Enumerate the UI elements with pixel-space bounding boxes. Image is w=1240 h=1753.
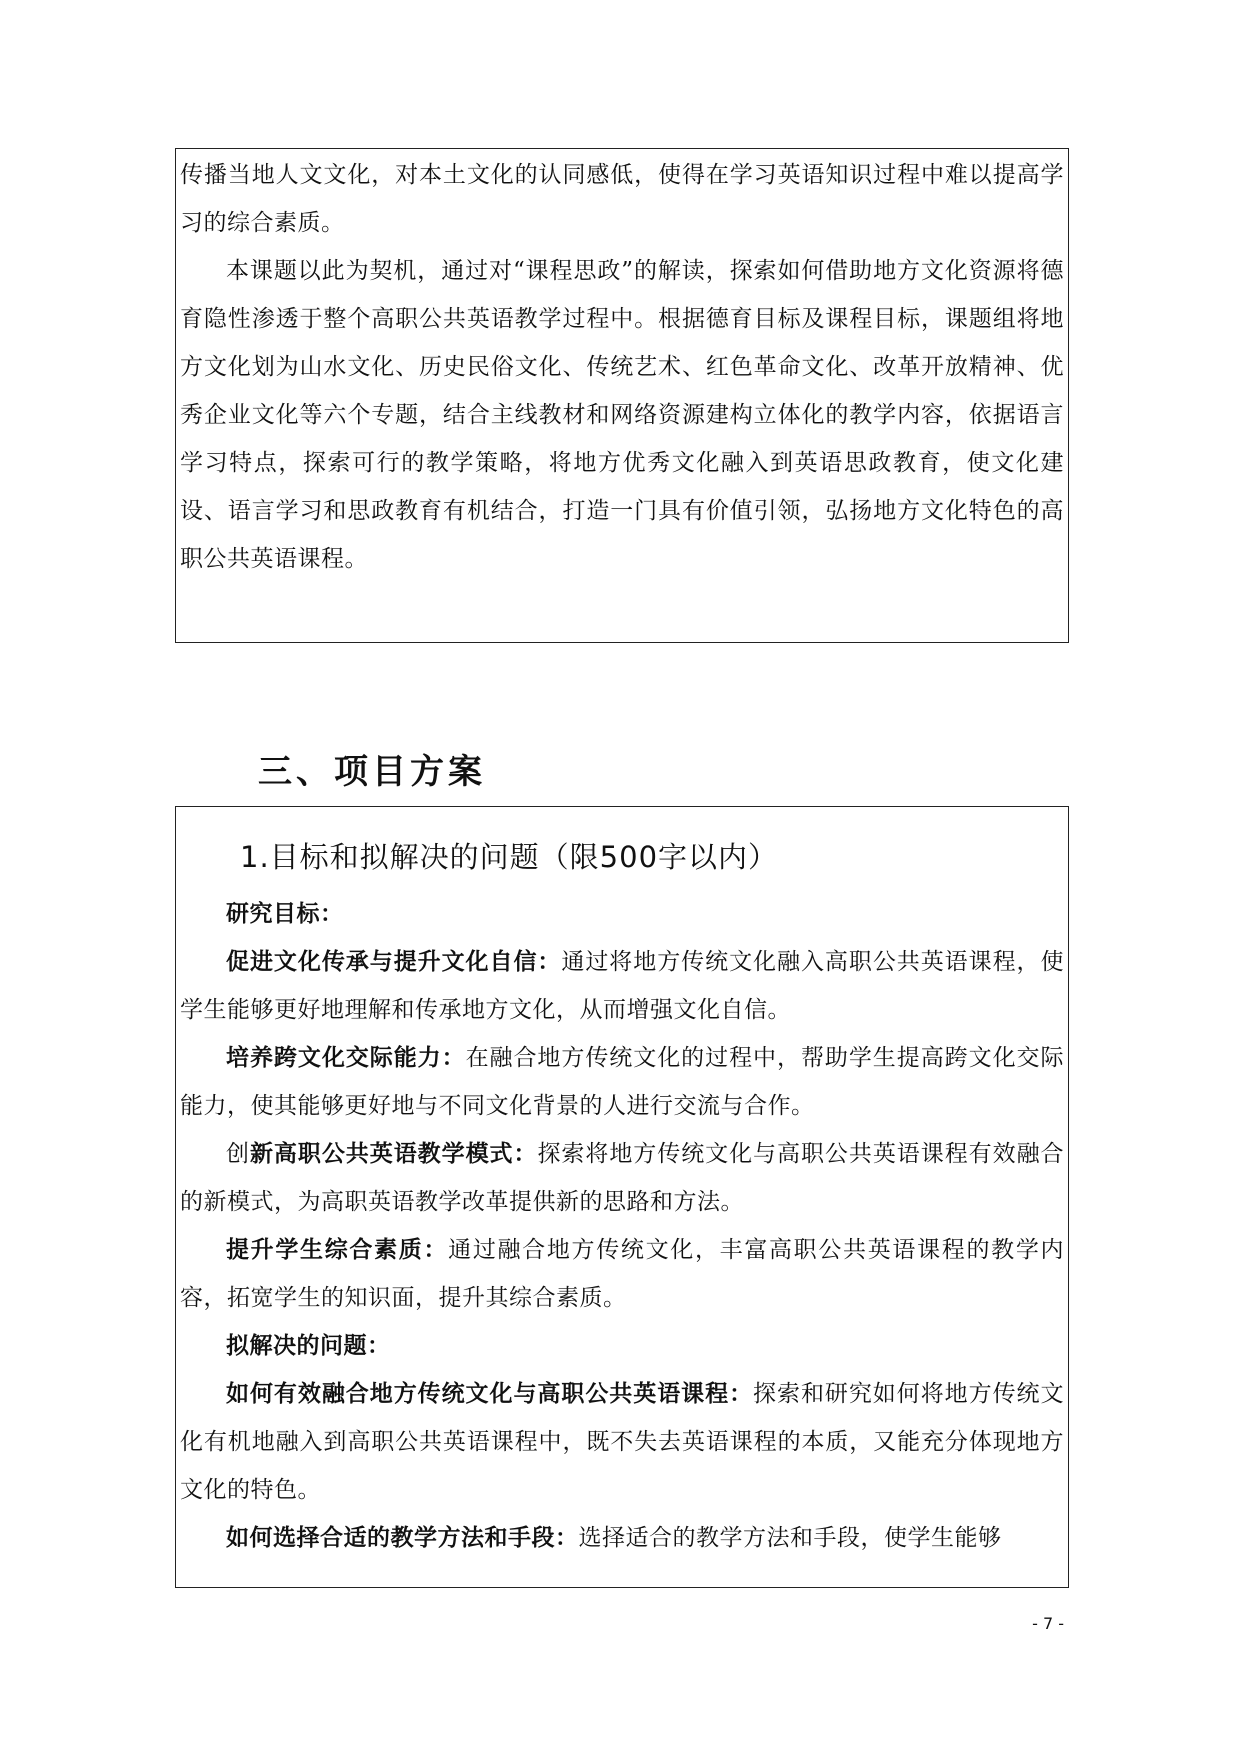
- goal-item: [176, 938, 1068, 1034]
- problem-item: [176, 1370, 1068, 1514]
- goal-item: [176, 1226, 1068, 1322]
- subheading: 1.目标和拟解决的问题（限500字以内）: [240, 840, 779, 874]
- goals-label-text: 研究目标：: [226, 901, 344, 927]
- goal-item: [176, 1034, 1068, 1130]
- goals-label: [176, 890, 1068, 938]
- goal-title: 提升学生综合素质：: [226, 1237, 449, 1263]
- text-box-project-plan: [175, 806, 1069, 1588]
- paragraph: 本课题以此为契机，通过对“课程思政”的解读，探索如何借助地方文化资源将德育隐性渗透于整个高职公共英语教学过程中。根据德育目标及课程目标，课题组将地方文化划为山水文化、历史民俗文化、传统艺术、红色革命文化、改革开放精神、优秀企业文化等六个专题，结合主线教材和网络资源建构立体化的教学内容，依据语言学习特点，探索可行的教学策略，将地方优秀文化融入到英语思政教育，使文化建设、语言学习和思政教育有机结合，打造一门具有价值引领，弘扬地方文化特色的高职公共英语课程。: [180, 258, 1064, 572]
- goal-text: 探索将地方传统文化与高职公共英语课程有效融合的新模式，为高职英语教学改革提供新的思路和方法。: [180, 1141, 1065, 1215]
- problem-title: 如何有效融合地方传统文化与高职公共英语课程：: [226, 1381, 754, 1407]
- goal-item: [176, 1130, 1068, 1226]
- goal-title: 促进文化传承与提升文化自信：: [226, 949, 562, 975]
- problems-label: [176, 1322, 1068, 1370]
- goal-title: 培养跨文化交际能力：: [226, 1045, 466, 1071]
- goal-prefix: 创: [226, 1141, 250, 1167]
- problem-item: [176, 1514, 1068, 1562]
- problem-title: 如何选择合适的教学方法和手段：: [226, 1525, 579, 1551]
- section-heading: 三、项目方案: [258, 752, 486, 792]
- goal-text: 在融合地方传统文化的过程中，帮助学生提高跨文化交际能力，使其能够更好地与不同文化背景的人进行交流与合作。: [180, 1045, 1065, 1119]
- problem-text: 选择适合的教学方法和手段，使学生能够: [578, 1525, 1002, 1551]
- paragraph: 传播当地人文文化，对本土文化的认同感低，使得在学习英语知识过程中难以提高学习的综合素质。: [180, 162, 1064, 236]
- page-number: - 7 -: [1032, 1614, 1064, 1633]
- goal-title: 新高职公共英语教学模式：: [249, 1141, 538, 1167]
- problems-label-text: 拟解决的问题：: [226, 1333, 391, 1359]
- goal-text: 通过融合地方传统文化，丰富高职公共英语课程的教学内容，拓宽学生的知识面，提升其综合素质。: [180, 1237, 1065, 1311]
- problem-text: 探索和研究如何将地方传统文化有机地融入到高职公共英语课程中，既不失去英语课程的本质，又能充分体现地方文化的特色。: [180, 1381, 1065, 1503]
- text-box-background: [175, 148, 1069, 643]
- goal-text: 通过将地方传统文化融入高职公共英语课程，使学生能够更好地理解和传承地方文化，从而增强文化自信。: [180, 949, 1065, 1023]
